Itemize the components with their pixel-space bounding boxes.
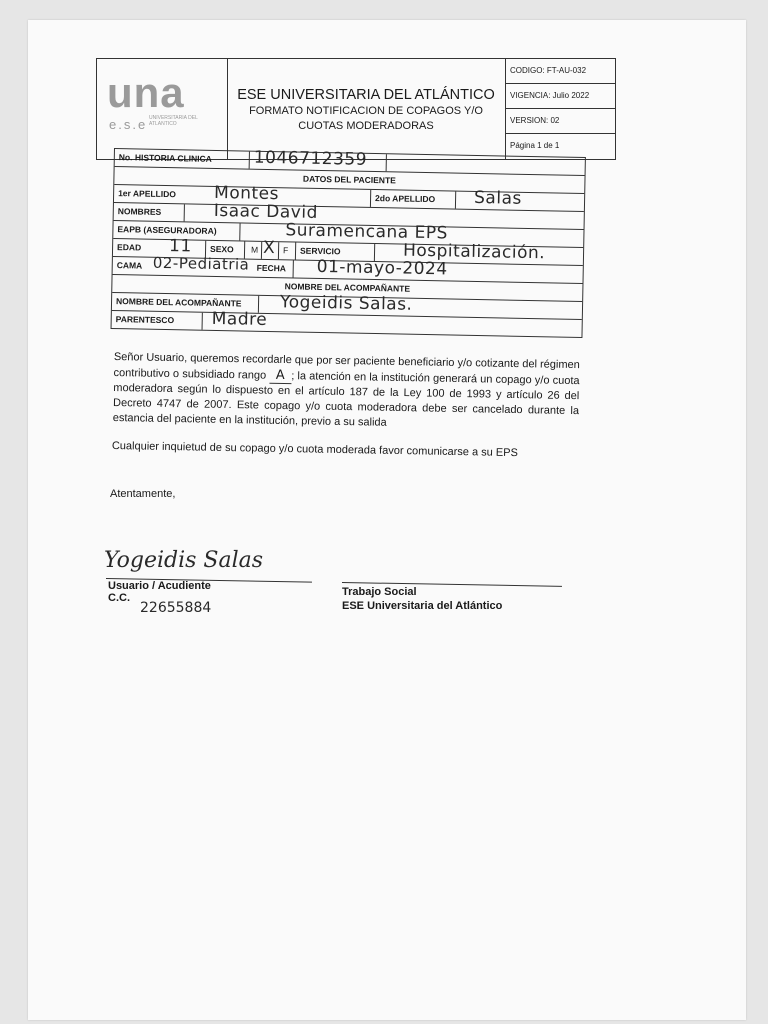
historia-label: No. HISTORIA CLINICA <box>118 152 212 164</box>
form-subtitle-1: FORMATO NOTIFICACION DE COPAGOS Y/O <box>249 105 483 117</box>
una-logo <box>97 59 228 159</box>
nombres-label: NOMBRES <box>117 206 162 217</box>
acomp-header: NOMBRE DEL ACOMPAÑANTE <box>112 275 582 302</box>
parentesco-value: Madre <box>211 308 268 330</box>
apellido2-value: Salas <box>473 187 523 209</box>
sexo-f: F <box>282 245 289 256</box>
patient-table <box>111 148 586 338</box>
historia-value: 1046712359 <box>253 147 368 170</box>
acomp-value: Yogeidis Salas. <box>279 292 413 315</box>
cama-value: 02-Pediatria <box>152 253 250 274</box>
version: VERSION: 02 <box>506 109 616 134</box>
rango-value: A <box>269 368 291 384</box>
atentamente-text: Atentamente, <box>110 488 176 500</box>
codigo: CODIGO: FT-AU-032 <box>506 59 616 84</box>
inquietud-text: Cualquier inquietud de su copago y/o cuota moderada favor comunicarse a su EPS <box>111 440 518 460</box>
eapb-label: EAPB (ASEGURADORA) <box>117 224 217 236</box>
notice-part2: ; la atención en la institución generará un copago y/o cuota moderadora según lo dispuesto en el artículo 187 de la Ley 100 de 1993 y artículo 26 del Decreto 4747 de 2007. Este copago y/o cuota moderadora debe ser cancelado durante la estancia del paciente en la institución, previo a su salida <box>112 370 580 429</box>
ese-label: ESE Universitaria del Atlántico <box>342 600 503 612</box>
usuario-label: Usuario / Acudiente <box>108 580 211 592</box>
cc-label: C.C. <box>108 592 130 604</box>
historia-field[interactable] <box>249 147 387 172</box>
apellido1-value: Montes <box>213 182 280 205</box>
edad-value: 11 <box>168 236 192 257</box>
eapb-value: Suramencana EPS <box>285 220 449 244</box>
fecha-label: FECHA <box>256 262 287 274</box>
apellido2-label: 2do APELLIDO <box>374 193 436 205</box>
datos-header: DATOS DEL PACIENTE <box>114 167 584 194</box>
acomp-label: NOMBRE DEL ACOMPAÑANTE <box>115 296 242 309</box>
sexo-m: M <box>250 244 259 255</box>
vigencia: VIGENCIA: Julio 2022 <box>506 84 616 109</box>
cc-value: 22655884 <box>140 600 212 616</box>
logo-sub: e.s.e <box>109 117 148 132</box>
servicio-label: SERVICIO <box>299 245 341 257</box>
pagina: Página 1 de 1 <box>510 141 560 150</box>
form-subtitle-2: CUOTAS MODERADORAS <box>298 120 434 132</box>
parentesco-label: PARENTESCO <box>115 314 175 326</box>
nombres-value: Isaac David <box>213 200 319 223</box>
notice-part1: Señor Usuario, queremos recordarle que por ser paciente beneficiario y/o cotizante del régimen contributivo o subsidiado rango <box>113 350 580 382</box>
form-header <box>96 58 616 160</box>
sexo-m-box[interactable] <box>261 237 279 259</box>
servicio-value: Hospitalización. <box>402 240 546 264</box>
fecha-value: 01-mayo-2024 <box>316 256 448 280</box>
sexo-label: SEXO <box>209 243 234 255</box>
cama-label: CAMA <box>116 260 143 271</box>
sexo-mark: X <box>262 237 276 259</box>
notice-paragraph <box>113 350 580 434</box>
apellido2-label-cell <box>370 190 456 209</box>
logo-caption: UNIVERSITARIA DEL ATLANTICO <box>149 115 198 127</box>
trabajo-label: Trabajo Social <box>342 586 417 598</box>
title-block <box>228 59 504 159</box>
document-meta <box>505 59 616 159</box>
handwritten-signature: Yogeidis Salas <box>104 548 264 573</box>
logo-text: una <box>107 69 185 116</box>
edad-label: EDAD <box>117 242 142 253</box>
apellido1-label: 1er APELLIDO <box>118 188 177 200</box>
institution-title: ESE UNIVERSITARIA DEL ATLÁNTICO <box>237 87 495 103</box>
